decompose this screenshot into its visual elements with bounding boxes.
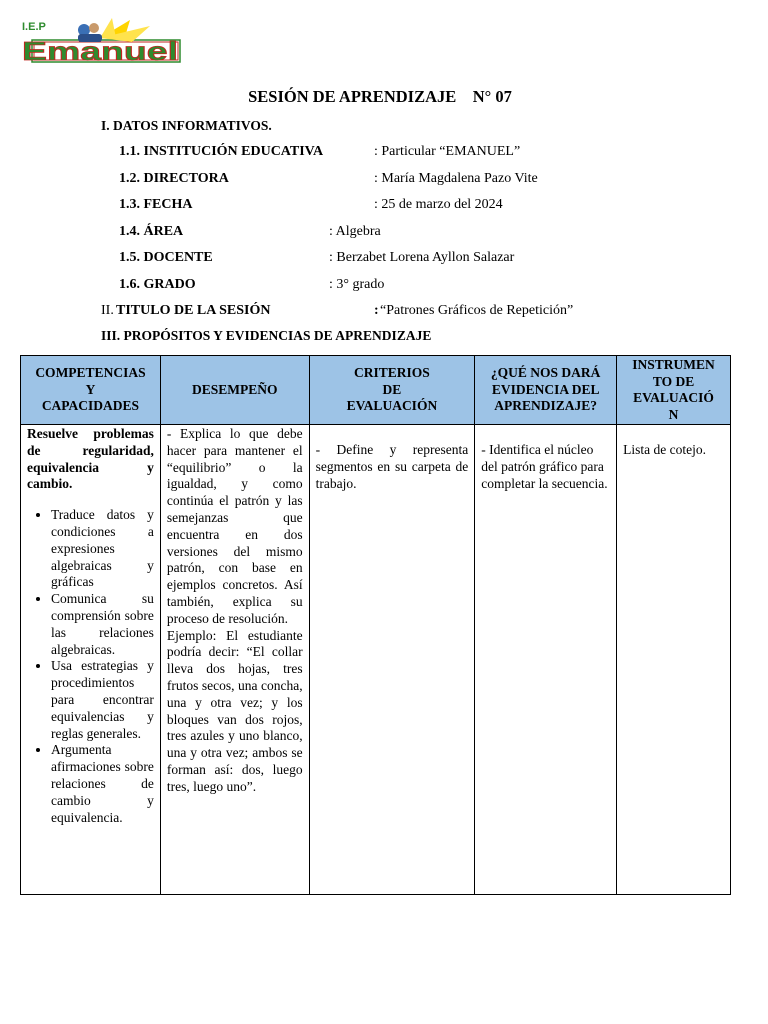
competencia-text: Resuelve problemas de regularidad, equivalencia y cambio. xyxy=(27,426,154,492)
info-value: : 3° grado xyxy=(329,277,385,292)
header-competencias: COMPETENCIAS Y CAPACIDADES xyxy=(21,356,161,425)
header-instrumento: INSTRUMEN TO DE EVALUACIÓ N xyxy=(617,356,731,425)
table-header-row xyxy=(21,356,731,425)
info-label: 1.1. INSTITUCIÓN EDUCATIVA xyxy=(119,144,324,159)
cell-evidencia xyxy=(475,425,617,895)
info-row-grado xyxy=(0,277,768,295)
section-colon: : xyxy=(374,303,379,318)
section-titulo-sesion xyxy=(0,303,768,321)
document-title: SESIÓN DE APRENDIZAJE N° 07 xyxy=(248,87,512,106)
info-label: 1.3. FECHA xyxy=(119,197,193,212)
school-logo xyxy=(20,18,182,66)
ejemplo-text: Ejemplo: El estudiante podría decir: “El collar lleva dos hojas, tres frutos secos, una concha, una y otra vez; y los bloques van dos rojos, tres azules y uno blanco, una y otra vez; ambos se forman así: dos, luego tres, luego uno”. xyxy=(166,627,303,794)
cell-instrumento xyxy=(617,425,731,895)
cell-competencias xyxy=(21,425,161,895)
list-item: • Argumenta afirmaciones sobre relaciones de cambio y equivalencia. xyxy=(51,742,154,826)
info-row-area xyxy=(0,224,768,242)
desempeno-text: - Explica lo que debe hacer para mantener el “equilibrio” o la igualdad, y como continúa el patrón y las semejanzas que encuentra en dos versiones del mismo patrón, con base en ejemplos concretos. Así también, explica su proceso de resolución. xyxy=(166,426,303,626)
info-row-docente xyxy=(0,250,768,268)
info-row-fecha xyxy=(0,197,768,215)
evidencia-text: - Identifica el núcleo del patrón gráfico para completar la secuencia. xyxy=(481,442,608,491)
info-label: 1.4. ÁREA xyxy=(119,224,184,239)
info-row-institucion xyxy=(0,144,768,162)
logo-main-text: Emanuel xyxy=(22,36,178,66)
section-propositos: III. PROPÓSITOS Y EVIDENCIAS DE APRENDIZAJE xyxy=(101,328,432,343)
logo-top-text: I.E.P xyxy=(22,21,46,33)
capacidades-list xyxy=(27,507,154,826)
instrumento-text: Lista de cotejo. xyxy=(623,442,706,457)
section-datos-informativos: I. DATOS INFORMATIVOS. xyxy=(101,118,272,133)
info-value: : Particular “EMANUEL” xyxy=(374,144,521,159)
criterio-text: - Define y representa segmentos en su carpeta de trabajo. xyxy=(315,442,469,491)
session-title-value: “Patrones Gráficos de Repetición” xyxy=(380,303,574,318)
info-label: 1.5. DOCENTE xyxy=(119,250,213,265)
learning-table xyxy=(20,355,731,895)
header-evidencia: ¿QUÉ NOS DARÁ EVIDENCIA DEL APRENDIZAJE? xyxy=(475,356,617,425)
cell-criterio xyxy=(309,425,475,895)
list-item: • Comunica su comprensión sobre las relaciones algebraicas. xyxy=(51,591,154,658)
section-label: TITULO DE LA SESIÓN xyxy=(116,303,271,318)
list-item: • Traduce datos y condiciones a expresiones algebraicas y gráficas xyxy=(51,507,154,591)
info-value: : Algebra xyxy=(329,224,381,239)
table-row xyxy=(21,425,731,895)
info-label: 1.6. GRADO xyxy=(119,277,196,292)
list-item: • Usa estrategias y procedimientos para encontrar equivalencias y reglas generales. xyxy=(51,658,154,742)
info-value: : María Magdalena Pazo Vite xyxy=(374,171,538,186)
info-value: : 25 de marzo del 2024 xyxy=(374,197,503,212)
header-criterios: CRITERIOS DE EVALUACIÓN xyxy=(309,356,475,425)
header-desempeno: DESEMPEÑO xyxy=(160,356,309,425)
section-prefix: II. xyxy=(101,303,114,318)
info-value: : Berzabet Lorena Ayllon Salazar xyxy=(329,250,515,265)
info-row-directora xyxy=(0,171,768,189)
cell-desempeno xyxy=(160,425,309,895)
info-label: 1.2. DIRECTORA xyxy=(119,171,229,186)
